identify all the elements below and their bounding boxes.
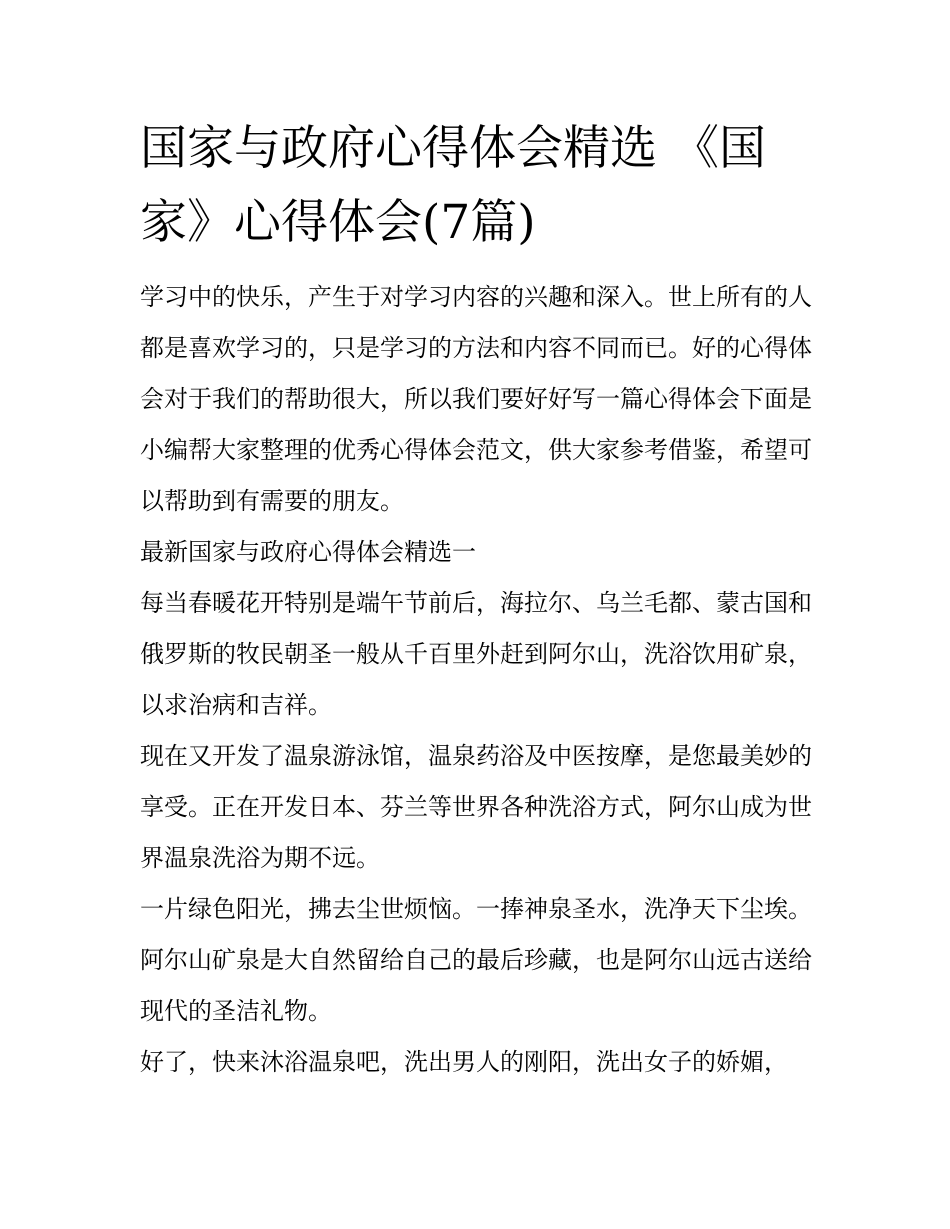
document-body [140, 272, 812, 1088]
section-heading: 最新国家与政府心得体会精选一 [140, 538, 476, 566]
body-paragraph: 一片绿色阳光，拂去尘世烦恼。一捧神泉圣水，洗净天下尘埃。阿尔山矿泉是大自然留给自己的最后珍藏，也是阿尔山远古送给现代的圣洁礼物。 [140, 895, 812, 1025]
document-title: 国家与政府心得体会精选 《国家》心得体会(7篇) [140, 121, 766, 250]
body-paragraph: 好了，快来沐浴温泉吧，洗出男人的刚阳，洗出女子的娇媚， [140, 1048, 788, 1076]
body-paragraph: 现在又开发了温泉游泳馆，温泉药浴及中医按摩，是您最美妙的享受。正在开发日本、芬兰等世界各种洗浴方式，阿尔山成为世界温泉洗浴为期不远。 [140, 742, 812, 872]
intro-paragraph: 学习中的快乐，产生于对学习内容的兴趣和深入。世上所有的人都是喜欢学习的，只是学习的方法和内容不同而已。好的心得体会对于我们的帮助很大，所以我们要好好写一篇心得体会下面是小编帮大家整理的优秀心得体会范文，供大家参考借鉴，希望可以帮助到有需要的朋友。 [140, 283, 812, 515]
body-paragraph: 每当春暖花开特别是端午节前后，海拉尔、乌兰毛都、蒙古国和俄罗斯的牧民朝圣一般从千百里外赶到阿尔山，洗浴饮用矿泉，以求治病和吉祥。 [140, 589, 812, 719]
